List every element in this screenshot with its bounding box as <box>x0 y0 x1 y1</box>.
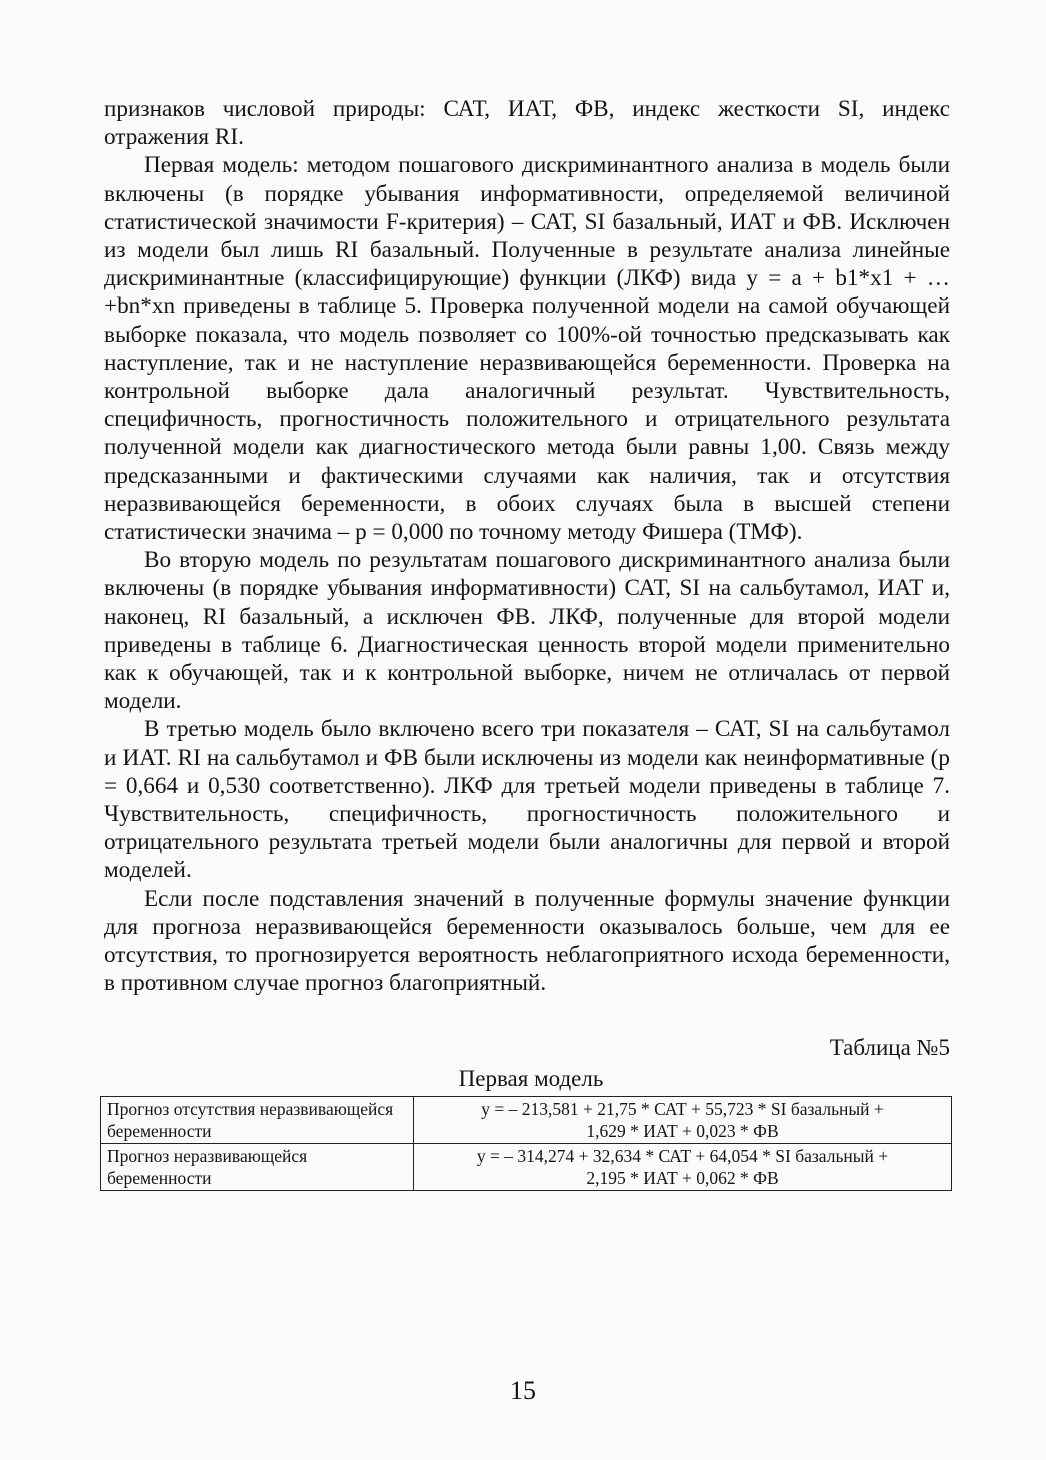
row-formula <box>414 1143 952 1190</box>
paragraph-first-model: Первая модель: методом пошагового дискриминантного анализа в модель были включены (в порядке убывания информативности, определяемой величиной статистической значимости F-критерия) – САТ, SI базальный, ИАТ и ФВ. Исключен из модели был лишь RI базальный. Полученные в результате анализа линейные дискриминантные (классифицирующие) функции (ЛКФ) вида y = a + b1*x1 + … +bn*xn приведены в таблице 5. Проверка полученной модели на самой обучающей выборке показала, что модель позволяет со 100%-ой точностью предсказывать как наступление, так и не наступление неразвивающейся беременности. Проверка на контрольной выборке дала аналогичный результат. Чувствительность, специфичность, прогностичность положительного и отрицательного результата полученной модели как диагностического метода были равны 1,00. Связь между предсказанными и фактическими случаями как наличия, так и отсутствия неразвивающейся беременности, в обоих случаях была в высшей степени статистически значима – p = 0,000 по точному методу Фишера (ТМФ). <box>104 152 950 546</box>
page-body <box>104 95 950 1191</box>
table-row <box>101 1143 952 1190</box>
formula-line: 2,195 * ИАТ + 0,062 * ФВ <box>586 1167 779 1188</box>
formula-line: y = – 213,581 + 21,75 * САТ + 55,723 * SI базальный + <box>481 1098 884 1119</box>
table-caption: Таблица №5 <box>829 1034 950 1060</box>
row-formula <box>414 1096 952 1143</box>
table-title: Первая модель <box>458 1065 604 1091</box>
paragraph-continuation: признаков числовой природы: САТ, ИАТ, ФВ, индекс жесткости SI, индекс отражения RI. <box>104 96 950 151</box>
paragraph-second-model: Во вторую модель по результатам пошагового дискриминантного анализа были включены (в порядке убывания информативности) САТ, SI на сальбутамол, ИАТ и, наконец, RI базальный, а исключен ФВ. ЛКФ, полученные для второй модели приведены в таблице 6. Диагностическая ценность второй модели применительно как к обучающей, так и к контрольной выборке, ничем не отличалась от первой модели. <box>104 547 950 715</box>
paragraph-third-model: В третью модель было включено всего три показателя – САТ, SI на сальбутамол и ИАТ. RI на сальбутамол и ФВ были исключены из модели как неинформативные (p = 0,664 и 0,530 соответственно). ЛКФ для третьей модели приведены в таблице 7. Чувствительность, специфичность, прогностичность положительного и отрицательного результата третьей модели были аналогичны для первой и второй моделей. <box>104 716 950 884</box>
paragraph-conclusion: Если после подставления значений в полученные формулы значение функции для прогноза неразвивающейся беременности оказывалось больше, чем для ее отсутствия, то прогнозируется вероятность неблагоприятного исхода беременности, в противном случае прогноз благоприятный. <box>104 885 950 997</box>
formula-line: y = – 314,274 + 32,634 * САТ + 64,054 * SI базальный + <box>476 1145 889 1166</box>
row-label: Прогноз отсутствия неразвивающейся беременности <box>101 1096 414 1143</box>
row-label: Прогноз неразвивающейся беременности <box>101 1143 414 1190</box>
formula-line: 1,629 * ИАТ + 0,023 * ФВ <box>586 1120 779 1141</box>
formula-table <box>100 1096 952 1191</box>
page-number: 15 <box>510 1376 536 1405</box>
table-row <box>101 1096 952 1143</box>
